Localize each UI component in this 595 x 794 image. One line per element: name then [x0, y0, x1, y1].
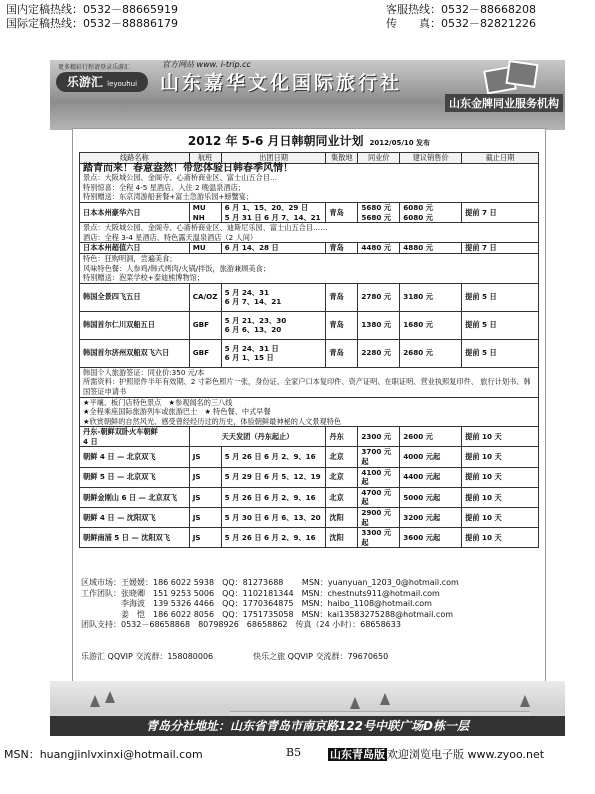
header-banner	[50, 60, 565, 130]
flight: GBF	[189, 311, 221, 339]
hotline-phone: 0532－88886179	[83, 17, 178, 30]
city: 青岛	[326, 283, 358, 311]
city: 丹东	[326, 427, 358, 447]
plan-panel	[72, 128, 546, 683]
intro-line: 酒店：全程 3-4 星酒店、特色露天温泉酒店（2 人间）	[83, 232, 258, 242]
departure-date: 5 月 24、31	[224, 287, 270, 297]
intl-hotline	[6, 17, 178, 31]
route-name: 朝鲜 5 日 — 北京双飞	[80, 467, 190, 487]
col-flight: 航班	[189, 153, 221, 164]
hotline-label: 客服热线：	[386, 3, 441, 16]
page-number: B5	[286, 746, 302, 759]
leyouhui-logo	[56, 72, 148, 92]
tagline: 更多精彩行程请登录乐游汇	[58, 64, 131, 71]
tree-icon	[380, 693, 390, 705]
retail-price: 3600 元起	[400, 528, 462, 548]
retail-price: 3180 元	[400, 283, 462, 311]
peer-price: 5680 元	[361, 202, 392, 212]
contact-line: 姜 恺 186 6022 8056 QQ：1751735058 MSN：kai13583275288@hotmail.com	[81, 609, 454, 619]
route-days: 4 日	[83, 436, 98, 446]
contact-line: 团队支持：0532－68658868 80798926 68658862 传真（24 小时）：68658633	[81, 620, 401, 629]
deadline: 提前 7 日	[462, 243, 539, 254]
edition-label: 山东青岛版	[330, 748, 385, 761]
col-route: 线路名称	[80, 153, 190, 164]
deadline: 提前 5 日	[462, 311, 539, 339]
route-name: 韩国首尔济州双船双飞六日	[80, 339, 190, 367]
flight: JS	[189, 467, 221, 487]
feature-line: ★平壤、板门店特色景点 ★参观闻名的三八线	[83, 397, 233, 407]
route-name: 朝鲜 4 日 — 沈阳双飞	[80, 508, 190, 528]
footer-welcome[interactable]: 欢迎浏览电子版 www.zyoo.net	[387, 748, 545, 761]
col-peer-price: 同业价	[358, 153, 400, 164]
deadline: 提前 10 天	[462, 528, 539, 548]
visa-info	[80, 367, 539, 397]
retail-price: 4000 元起	[400, 447, 462, 467]
city: 北京	[326, 487, 358, 507]
publish-date: 2012/05/10 发布	[369, 139, 431, 147]
departure-date: 6 月 14、28 日	[221, 243, 326, 254]
japan-intro	[80, 163, 539, 202]
route-name: 朝鲜 4 日 — 北京双飞	[80, 447, 190, 467]
city: 北京	[326, 447, 358, 467]
branch-address: 青岛分社地址：山东省青岛市南京路122号中联广场D栋一层	[50, 716, 565, 736]
departure-date: 5 月 21、23、30	[224, 315, 287, 325]
plan-title	[73, 132, 545, 149]
route-name: 韩国首尔仁川双船五日	[80, 311, 190, 339]
city: 青岛	[326, 202, 358, 222]
logo-text: 乐游汇	[66, 75, 103, 89]
company-subtitle: 山东金牌同业服务机构	[445, 94, 563, 112]
departure-date: 5 月 26 日 6 月 2、9、16	[221, 528, 326, 548]
departure-date: 6 月 1、15、20、29 日	[224, 202, 309, 212]
feature-line: ★欣赏朝鲜的自然风光、感受曾经经历过的历史，体验朝鲜最神秘的人文景观特色	[83, 416, 342, 426]
col-city: 集散地	[326, 153, 358, 164]
peer-price: 5680 元	[361, 212, 392, 222]
deadline: 提前 7 日	[462, 202, 539, 222]
route-name: 丹东-朝鲜双卧火车朝鲜	[83, 427, 158, 437]
flight: JS	[189, 447, 221, 467]
table-row[interactable]	[80, 283, 539, 311]
peer-price: 3700 元起	[358, 447, 400, 467]
flight: MU	[192, 202, 206, 212]
retail-price: 5000 元起	[400, 487, 462, 507]
intro-line: 特色：狂购明洞，尝遍美食；	[83, 253, 177, 263]
logo-en: leyouhui	[107, 80, 138, 88]
deadline: 提前 10 天	[462, 508, 539, 528]
table-row[interactable]	[80, 508, 539, 528]
departure-date: 天天发团（丹东起止）	[189, 427, 326, 447]
contact-line: 工作团队：张晓卿 151 9253 5006 QQ：1102181344 MSN：chestnuts911@hotmail.com	[81, 588, 440, 598]
hotline-label: 国内定稿热线：	[6, 3, 83, 16]
nk-features	[80, 397, 539, 427]
itinerary-table	[79, 152, 539, 548]
contact-list	[81, 578, 541, 631]
departure-date: 5 月 24、31 日	[224, 343, 279, 353]
intro-line: 景点：大阪城公园、金阁寺、心斋桥商业区、富士山五合目…	[83, 173, 278, 183]
peer-price: 2900 元起	[358, 508, 400, 528]
flight: GBF	[189, 339, 221, 367]
col-retail-price: 建议销售价	[400, 153, 462, 164]
contact-line: 区域市场：王媛媛：186 6022 5938 QQ：81273688 MSN：yuanyuan_1203_0@hotmail.com	[81, 578, 459, 587]
table-row[interactable]	[80, 243, 539, 254]
flight: JS	[189, 487, 221, 507]
peer-price: 3300 元起	[358, 528, 400, 548]
photo-collage	[485, 62, 545, 92]
departure-date: 5 月 29 日 6 月 5、12、19	[221, 467, 326, 487]
hotline-phone: 0532－88665919	[83, 3, 178, 16]
tree-icon	[350, 697, 360, 709]
tree-icon	[520, 695, 530, 707]
table-row[interactable]	[80, 202, 539, 222]
footer-right	[328, 746, 544, 762]
hotline-label: 国际定稿热线：	[6, 17, 83, 30]
table-header	[80, 153, 539, 164]
flight: MU	[189, 243, 221, 254]
city: 青岛	[326, 311, 358, 339]
intro-line: 风味特色餐：人参鸡/韩式烤肉/火锅/拌饭，旅游兼顾美食；	[83, 263, 270, 273]
peer-price: 4700 元起	[358, 487, 400, 507]
promo-line: 踏青而来！春意盎然！带您体验日韩春季风情！	[83, 162, 293, 174]
col-deadline: 截止日期	[462, 153, 539, 164]
peer-price: 1380 元	[358, 311, 400, 339]
flight: JS	[189, 528, 221, 548]
peer-price: 2780 元	[358, 283, 400, 311]
tree-icon	[105, 691, 115, 703]
deadline: 提前 10 天	[462, 427, 539, 447]
peer-price: 4480 元	[358, 243, 400, 254]
footer-msn: MSN：huangjinlvxinxi@hotmail.com	[4, 748, 203, 761]
city: 沈阳	[326, 508, 358, 528]
retail-price: 1680 元	[400, 311, 462, 339]
flight: JS	[189, 508, 221, 528]
visa-line: 韩国个人旅游签证：同业价:350 元/本	[83, 367, 205, 377]
flight: NH	[192, 212, 205, 222]
peer-price: 2300 元	[358, 427, 400, 447]
retail-price: 4880 元	[400, 243, 462, 254]
retail-price: 6080 元	[403, 212, 433, 222]
route-name: 朝鲜南浦 5 日 — 沈阳双飞	[80, 528, 190, 548]
departure-date: 5 月 26 日 6 月 2、9、16	[221, 487, 326, 507]
hotline-phone: 0532－88668208	[441, 3, 536, 16]
route-name: 朝鲜金刚山 6 日 — 北京双飞	[80, 487, 190, 507]
departure-date: 6 月 7、14、21	[224, 297, 282, 307]
qq-groups: 乐游汇 QQVIP 交流群：158080006 快乐之旅 QQVIP 交流群：79670650	[81, 652, 389, 661]
visa-line: 所需资料：护照原件半年有效期、2 寸彩色照片一张，身份证、全家户口本复印件、资产证明、在职证明、营业执照复印件、 旅行计划书、韩国签证申请书	[83, 377, 531, 396]
table-row[interactable]	[80, 528, 539, 548]
route-name: 韩国全景四飞五日	[80, 283, 190, 311]
tree-icon	[90, 695, 100, 707]
domestic-hotline	[6, 3, 178, 17]
city: 北京	[326, 467, 358, 487]
route-name: 日本本州超值六日	[80, 243, 190, 254]
feature-line: ★全程乘座国际旅游列车或旅游巴士 ★ 特色餐、中式早餐	[83, 407, 271, 417]
deadline: 提前 10 天	[462, 447, 539, 467]
departure-date: 6 月 1、15 日	[224, 353, 274, 363]
retail-price: 2680 元	[400, 339, 462, 367]
korea-intro	[80, 253, 539, 283]
deadline: 提前 5 日	[462, 283, 539, 311]
city: 青岛	[326, 243, 358, 254]
table-row[interactable]	[80, 447, 539, 467]
japan-std-intro	[80, 223, 539, 243]
fax-line	[386, 17, 536, 31]
deadline: 提前 10 天	[462, 487, 539, 507]
title-text: 2012 年 5-6 月日韩朝同业计划	[187, 134, 364, 148]
service-hotline	[386, 3, 536, 17]
website[interactable]: 官方网站 www. i-trip.cc	[162, 60, 251, 69]
retail-price: 3200 元起	[400, 508, 462, 528]
table-row[interactable]	[80, 427, 539, 447]
departure-date: 6 月 6、13、20	[224, 325, 282, 335]
col-dates: 出团日期	[221, 153, 326, 164]
departure-date: 5 月 30 日 6 月 6、13、20	[221, 508, 326, 528]
route-name: 日本本州豪华六日	[80, 202, 190, 222]
city: 沈阳	[326, 528, 358, 548]
deadline: 提前 5 日	[462, 339, 539, 367]
retail-price: 2600 元	[400, 427, 462, 447]
table-row[interactable]	[80, 487, 539, 507]
intro-line: 特别赠送：东京湾游船套餐+富士急游乐园+螃蟹宴；	[83, 192, 254, 202]
departure-date: 5 月 31 日 6 月 7、14、21	[224, 212, 321, 222]
city: 青岛	[326, 339, 358, 367]
contact-line: 李海波 139 5326 4466 QQ：1770364875 MSN：haibo_1108@hotmail.com	[81, 599, 432, 608]
peer-price: 2280 元	[358, 339, 400, 367]
intro-line: 景点：大阪城公园、金阁寺、心斋桥商业区、迪斯尼乐园、富士山五合目……	[83, 223, 328, 233]
flight: CA/OZ	[189, 283, 221, 311]
intro-line: 特别赠送：泡菜学校+泰迪熊博物馆；	[83, 273, 205, 283]
table-row[interactable]	[80, 339, 539, 367]
retail-price: 4400 元起	[400, 467, 462, 487]
fax-label: 传 真：	[386, 17, 441, 30]
intro-line: 特别惊喜：全程 4-5 星酒店、入住 2 晚温泉酒店；	[83, 182, 246, 192]
table-row[interactable]	[80, 311, 539, 339]
company-name: 山东嘉华文化国际旅行社	[160, 72, 403, 94]
fax-phone: 0532－82821226	[441, 17, 536, 30]
departure-date: 5 月 26 日 6 月 2、9、16	[221, 447, 326, 467]
peer-price: 4100 元起	[358, 467, 400, 487]
table-row[interactable]	[80, 467, 539, 487]
deadline: 提前 10 天	[462, 467, 539, 487]
retail-price: 6080 元	[403, 202, 433, 212]
